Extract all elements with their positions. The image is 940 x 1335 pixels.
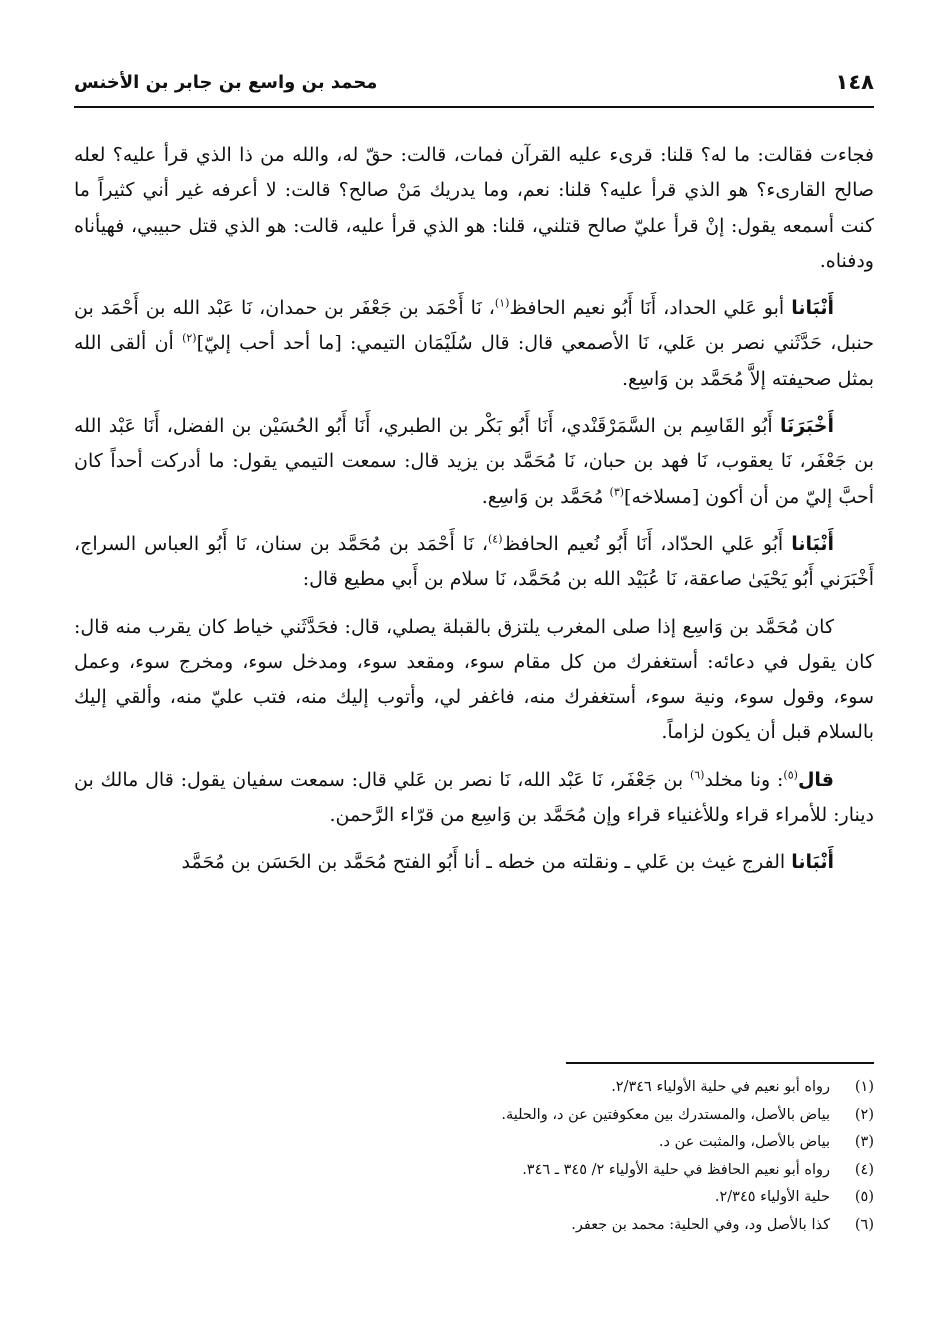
footnote-text: حلية الأولياء ٢/٣٤٥. bbox=[714, 1189, 830, 1206]
footnote-divider bbox=[566, 1062, 874, 1064]
paragraph-text: بن جَعْفَر، نَا عَبْد الله، نَا نصر بن عَلي قال: سمعت سفيان يقول: قال مالك بن دينار: للأمراء قراء وللأغنياء قراء وإن مُحَمَّد بن وَاسِع من قرّاء الرَّحمن. bbox=[74, 768, 874, 827]
page-header bbox=[74, 66, 874, 108]
footnote-number: (٤) bbox=[854, 1161, 874, 1178]
footnote-ref: (٤) bbox=[487, 532, 503, 546]
paragraph-lead-word: أَنْبَانا bbox=[791, 532, 834, 555]
page-number: ١٤٨ bbox=[835, 70, 874, 94]
footnote-ref: (١) bbox=[494, 296, 510, 310]
paragraph-text: أَبُو القَاسِم بن السَّمَرْقَنْدي، أَنَا أَبُو بَكْر بن الطبري، أَنَا أَبُو الحُسَيْن بن الفضل، أَنَا عَبْد الله بن جَعْفَر، نَا يعقوب، نَا فهد بن حبان، نَا مُحَمَّد بن يزيد قال: سمعت التيمي يقول: ما أدركت أحداً كان أحبَّ إليّ من أن أكون [مسلاخه] bbox=[74, 415, 874, 508]
paragraph-text: أبو عَلي الحداد، أَنَا أَبُو نعيم الحافظ bbox=[509, 297, 792, 320]
paragraph-lead-word: قال bbox=[797, 768, 834, 791]
footnotes bbox=[74, 1074, 874, 1240]
footnote bbox=[74, 1129, 874, 1157]
footnote-number: (٢) bbox=[854, 1106, 874, 1123]
paragraph-lead-word: أَنْبَانا bbox=[791, 851, 834, 874]
footnote-ref: (٥) bbox=[783, 768, 798, 782]
paragraph-3 bbox=[74, 409, 874, 515]
footnote bbox=[74, 1157, 874, 1185]
footnote-text: رواه أبو نعيم في حلية الأولياء ٢/٣٤٦. bbox=[611, 1079, 830, 1095]
paragraph-lead-word: أَخْبَرَنَا bbox=[779, 415, 834, 438]
footnote-number: (٦) bbox=[854, 1216, 874, 1233]
paragraph-text: فجاءت فقالت: ما له؟ قلنا: قرىء عليه القرآن فمات، قالت: حقّ له، والله من ذا الذي قرأ عليه؟ لعله صالح القارىء؟ هو الذي قرأ عليه؟ قلنا: نعم، وما يدريك مَنْ صالح؟ قالت: لا أعرفه غير أني كثيراً ما كنت أسمعه يقول: إنْ قرأ عليّ صالح قتلني، قلنا: هو الذي قرأ عليه، قالت: هو الذي قتل حبيبي، فهيأناه ودفناه. bbox=[74, 144, 874, 272]
footnote-number: (٥) bbox=[854, 1189, 874, 1206]
paragraph-text: أن ألقى الله بمثل صحيفته إلاَّ مُحَمَّد بن وَاسِع. bbox=[74, 332, 874, 390]
paragraph-5 bbox=[74, 610, 874, 751]
paragraph-lead-word: أَنْبَانا bbox=[791, 297, 834, 320]
main-text bbox=[74, 138, 874, 893]
footnote-ref: (٣) bbox=[609, 485, 625, 499]
paragraph-1 bbox=[74, 138, 874, 279]
paragraph-text: ، نَا أَحْمَد بن مُحَمَّد بن سنان، نَا أَبُو العباس السراج، أَخْبَرَني أَبُو يَحْيَىٰ صاعقة، نَا عُبَيْد الله بن مُحَمَّد، نَا سلام بن أَبي مطيع قال: bbox=[74, 532, 874, 591]
footnote bbox=[74, 1212, 874, 1240]
paragraph-text: ، نَا أَحْمَد بن جَعْفَر بن حمدان، نَا عَبْد الله بن أَحْمَد بن حنبل، حَدَّثَني نصر بن عَلي، نَا الأصمعي قال: قال سُلَيْمَان التيمي: [ما أحد أحب إليّ] bbox=[74, 297, 874, 355]
paragraph-2 bbox=[74, 291, 874, 397]
paragraph-4 bbox=[74, 527, 874, 598]
footnote-number: (١) bbox=[854, 1079, 874, 1095]
running-title: محمد بن واسع بن جابر بن الأخنس bbox=[74, 72, 378, 93]
paragraph-text: : ونا مخلد bbox=[704, 768, 784, 791]
footnote bbox=[74, 1074, 874, 1102]
footnote-ref: (٢) bbox=[182, 332, 197, 346]
paragraph-7 bbox=[74, 845, 874, 880]
paragraph-text: أَبُو عَلي الحدّاد، أَنَا أَبُو نُعيم الحافظ bbox=[502, 532, 792, 555]
footnote-ref: (٦) bbox=[689, 768, 705, 782]
paragraph-text: الفرج غيث بن عَلي ـ ونقلته من خطه ـ أنا أَبُو الفتح مُحَمَّد بن الحَسَن بن مُحَمَّد bbox=[181, 851, 792, 874]
footnote bbox=[74, 1102, 874, 1130]
footnote bbox=[74, 1184, 874, 1212]
footnote-text: بياض بالأصل، والمستدرك بين معكوفتين عن د، والحلية. bbox=[501, 1106, 830, 1123]
paragraph-6 bbox=[74, 763, 874, 834]
paragraph-text: مُحَمَّد بن وَاسِع. bbox=[481, 485, 610, 508]
paragraph-text: كان مُحَمَّد بن وَاسِع إذا صلى المغرب يلتزق بالقبلة يصلي، قال: فحَدَّثَني خياط كان يقرب منه قال: كان يقول في دعائه: أستغفرك من كل مقام سوء، ومقعد سوء، ومدخل سوء، ومخرج سوء، وعمل سوء، وقول سوء، ونية سوء، أستغفرك منه، فاغفر لي، وأتوب إليك منه، فتب عليّ منه، وألقي إليك بالسلام قبل أن يكون لزاماً. bbox=[74, 615, 874, 744]
footnote-text: بياض بالأصل، والمثبت عن د. bbox=[658, 1134, 830, 1151]
footnote-text: رواه أبو نعيم الحافظ في حلية الأولياء ٢/ ٣٤٥ ـ ٣٤٦. bbox=[522, 1161, 830, 1178]
footnote-number: (٣) bbox=[854, 1134, 874, 1151]
footnote-text: كذا بالأصل ود، وفي الحلية: محمد بن جعفر. bbox=[571, 1216, 830, 1233]
